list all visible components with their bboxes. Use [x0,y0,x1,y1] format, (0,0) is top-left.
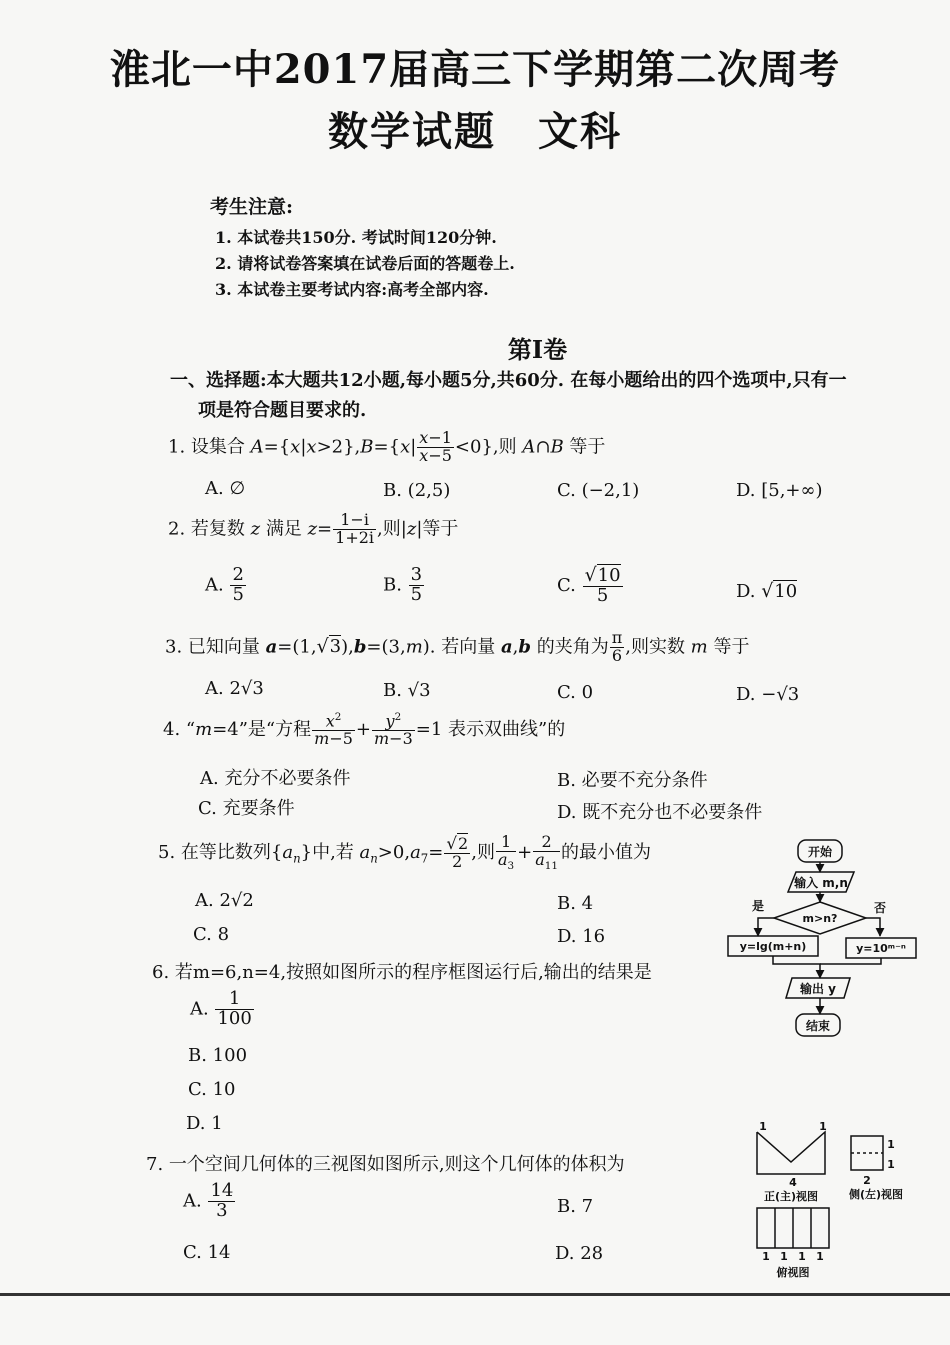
flow-output: 输出 y [799,982,837,996]
notice-item-1: 1. 本试卷共150分. 考试时间120分钟. [215,228,497,247]
q4-option-d: D. 既不充分也不必要条件 [557,802,763,823]
top-dim-1: 1 [762,1250,770,1263]
q2-option-a: A. $\frac{2}{5}$ [205,564,244,605]
q3-option-b: B. √3 [383,680,431,701]
question-7: 7. 一个空间几何体的三视图如图所示,则这个几何体的体积为 [146,1154,625,1175]
q3-option-d: D. −√3 [736,684,800,705]
q2-option-d: D. √10 [736,580,798,602]
question-4: 4. “m=4”是“方程 $\frac{x^2}{m-5}$ + $\frac{y^2}{m-3}$ =1 表示双曲线”的 [163,711,566,749]
q1-option-d: D. [5,+∞) [736,480,823,501]
q4-option-b: B. 必要不充分条件 [557,770,708,791]
exam-subtitle: 数学试题 文科 [328,108,622,155]
q6-option-a: A. $\frac{1}{100}$ [190,988,252,1029]
q5-option-d: D. 16 [557,926,606,947]
top-dim-3: 1 [798,1250,806,1263]
q1-option-a: A. ∅ [205,478,246,499]
flow-condition: m>n? [802,912,838,925]
flow-right-box: y=10ᵐ⁻ⁿ [856,942,906,955]
question-1: 1. 设集合 A={x|x>2},B={x| $\frac{x-1}{x-5}$ <0},则 A∩B 等于 [168,428,606,465]
q4-option-c: C. 充要条件 [198,798,295,819]
question-2: 2. 若复数 z 满足 z= $\frac{1-i}{1+2i}$ ,则|z|等于 [168,510,459,547]
flow-no-label: 否 [873,901,887,915]
flowchart [720,832,920,1047]
q7-option-a: A. $\frac{14}{3}$ [183,1180,234,1221]
q7-option-d: D. 28 [555,1243,604,1264]
side-dim-width: 2 [863,1174,871,1187]
q6-option-b: B. 100 [188,1045,248,1066]
front-dim-left: 1 [759,1120,767,1133]
top-dim-2: 1 [780,1250,788,1263]
question-6: 6. 若m=6,n=4,按照如图所示的程序框图运行后,输出的结果是 [152,962,652,983]
q2-option-b: B. $\frac{3}{5}$ [383,564,423,605]
q1-option-b: B. (2,5) [383,480,451,501]
flow-end: 结束 [805,1019,831,1033]
q7-option-b: B. 7 [557,1196,594,1217]
three-views-figure [745,1118,935,1283]
side-dim-top: 1 [887,1138,895,1151]
notice-item-3: 3. 本试卷主要考试内容:高考全部内容. [215,280,489,299]
front-dim-bottom: 4 [789,1176,797,1189]
q4-option-a: A. 充分不必要条件 [200,768,351,789]
q5-option-b: B. 4 [557,893,594,914]
flow-input: 输入 m,n [794,876,848,890]
side-view-label: 侧(左)视图 [848,1188,904,1201]
top-view-label: 俯视图 [776,1266,810,1279]
q3-option-a: A. 2√3 [205,678,264,699]
q5-option-c: C. 8 [193,924,230,945]
section-intro-line1: 一、选择题:本大题共12小题,每小题5分,共60分. 在每小题给出的四个选项中,只有一 [170,370,847,391]
front-dim-right: 1 [819,1120,827,1133]
question-5: 5. 在等比数列$\{a_n\}$中,若 $a_n>0,a_7=$ $\frac{√2}{2}$ ,则 $\frac{1}{a_3}$ + $\frac{2}{a_{11}}$ 的最小值为 [158,832,651,872]
notice-heading: 考生注意: [210,196,294,218]
q7-option-c: C. 14 [183,1242,231,1263]
notice-item-2: 2. 请将试卷答案填在试卷后面的答题卷上. [215,254,515,273]
front-view-label: 正(主)视图 [763,1190,819,1203]
section-title: 第Ⅰ卷 [507,335,568,364]
q3-option-c: C. 0 [557,682,594,703]
q1-option-c: C. (−2,1) [557,480,640,501]
section-intro-line2: 项是符合题目要求的. [198,400,367,421]
question-3: 3. 已知向量 a=(1,√3),b=(3,m). 若向量 a,b 的夹角为 $\frac{\pi}{6}$ ,则实数 m 等于 [165,628,750,665]
flow-start: 开始 [807,845,833,859]
q2-option-c: C. $\frac{√10}{5}$ [557,564,621,606]
top-dim-4: 1 [816,1250,824,1263]
q6-option-c: C. 10 [188,1079,236,1100]
q5-option-a: A. 2√2 [195,890,254,911]
page-bottom-rule [0,1293,950,1296]
side-dim-bottom: 1 [887,1158,895,1171]
exam-title: 淮北一中2017届高三下学期第二次周考 [109,46,841,93]
flow-left-box: y=lg(m+n) [739,940,807,953]
q6-option-d: D. 1 [186,1113,223,1134]
flow-yes-label: 是 [751,899,765,913]
